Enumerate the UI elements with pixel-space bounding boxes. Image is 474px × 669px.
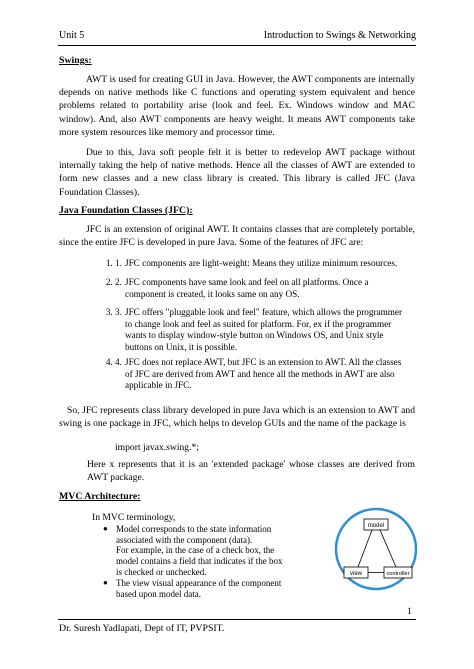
jfc-intro: JFC is an extension of original AWT. It contains classes that are completely portable, since the entire JFC is developed in pure Java. Some of the features of JFC are: — [59, 224, 415, 249]
list-item-number: 3. — [115, 307, 122, 317]
list-item-number: 4. — [115, 357, 122, 367]
model-controller-arrow — [380, 530, 396, 567]
list-item-number: 2. — [115, 277, 122, 287]
bullet-icon: ● — [103, 578, 108, 587]
jfc-summary: So, JFC represents class library developed in pure Java which is an extension to AWT and swing is one package in JFC, which helps to develop GUIs and the name of the package is — [59, 405, 415, 430]
header-unit: Unit 5 — [59, 30, 85, 41]
import-statement: import javax.swing.*; — [115, 442, 199, 453]
mvc-heading: MVC Architecture: — [59, 491, 141, 502]
footer-author: Dr. Suresh Yadlapati, Dept of IT, PVPSIT. — [59, 623, 225, 634]
controller-label: controller — [386, 571, 410, 577]
swings-heading: Swings: — [59, 55, 92, 66]
view-label: view — [349, 571, 363, 577]
mvc-diagram — [334, 507, 418, 591]
jfc-note: Here x represents that it is an 'extended package' whose classes are derived from AWT package. — [87, 459, 415, 484]
header-rule — [58, 45, 416, 46]
model-view-arrow — [358, 530, 372, 567]
list-item-text: JFC does not replace AWT, but JFC is an extension to AWT. All the classes of JFC are derived from AWT and hence all the methods in AWT are also applicable in JFC. — [125, 357, 402, 391]
list-item-text: JFC components are light-weight: Means they utilize minimum resources. — [125, 258, 398, 268]
bullet-text: Model corresponds to the state information associated with the component (data). For example, in the case of a check box, the model contains a field that indicates if the box is checked or unchecked. — [116, 524, 283, 577]
list-item-text: JFC offers "pluggable look and feel" feature, which allows the programmer to change look and feel as suited for platform. For, ex if the programmer wants to display window-style button on Windows OS, and Unix style buttons on Unix, it is possible. — [125, 307, 403, 352]
footer-rule — [58, 619, 416, 620]
bullet-icon: ● — [103, 524, 108, 533]
swings-paragraph-2: Due to this, Java soft people felt it is better to redevelop AWT package without internally taking the help of native methods. Hence all the classes of AWT are extended to form new classes and a new class library is created. This library is called JFC (Java Foundation Classes). — [59, 147, 415, 198]
jfc-heading: Java Foundation Classes (JFC): — [59, 205, 193, 216]
list-item-number: 1. — [115, 258, 122, 268]
bullet-text: The view visual appearance of the component based upon model data. — [116, 578, 282, 599]
model-label: model — [367, 523, 385, 529]
mvc-intro: In MVC terminology, — [92, 512, 176, 523]
header-chapter-title: Introduction to Swings & Networking — [263, 30, 416, 41]
swings-paragraph-1: AWT is used for creating GUI in Java. However, the AWT components are internally depends on native methods like C functions and operating system equivalent and hence problems related to portability arise (look and feel. Ex. Windows window and MAC window). And, also AWT components are heavy weight. It means AWT components take more system resources like memory and processor time. — [59, 74, 415, 138]
list-item-text: JFC components have same look and feel on all platforms. Once a component is created, it looks same on any OS. — [125, 277, 369, 299]
page-number: 1 — [407, 606, 412, 617]
